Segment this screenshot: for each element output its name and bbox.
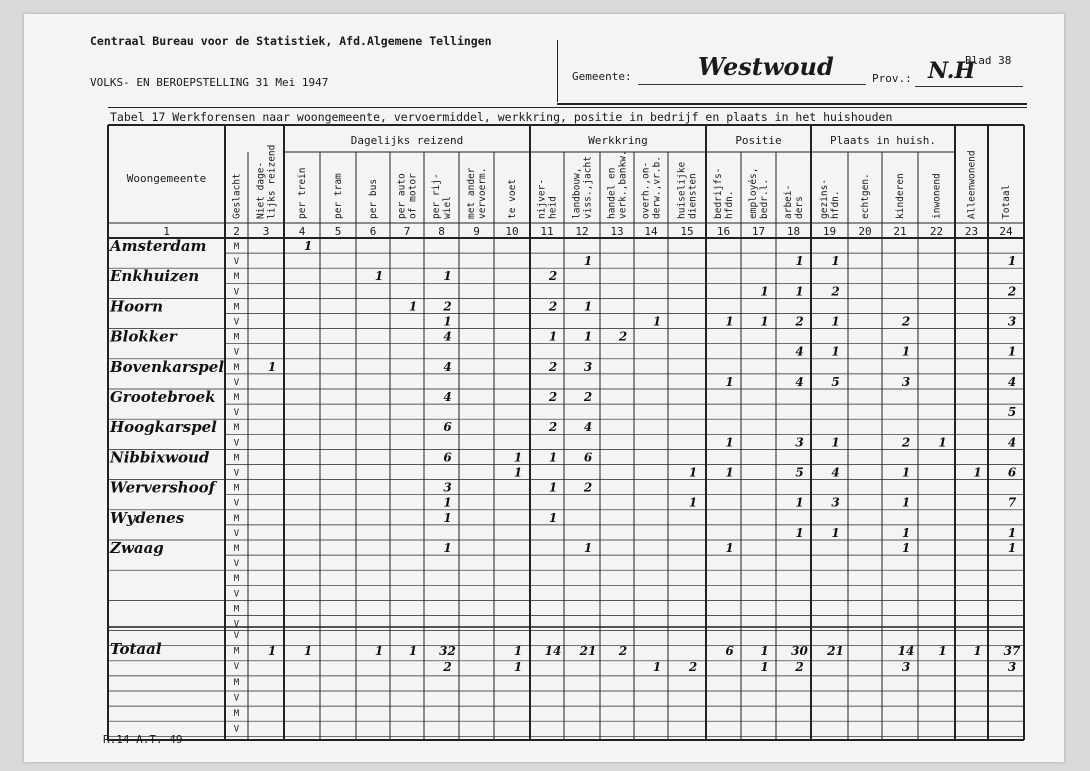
column-label: diensten bbox=[687, 173, 699, 219]
column-number: 18 bbox=[786, 225, 801, 238]
sex-code: V bbox=[233, 438, 240, 449]
column-number: 11 bbox=[540, 225, 554, 238]
m-row-value: 2 bbox=[583, 480, 593, 495]
province-label: Prov.: bbox=[872, 72, 912, 85]
column-label: wiel bbox=[442, 196, 453, 219]
sex-code: V bbox=[233, 724, 240, 735]
sex-code: M bbox=[233, 677, 240, 688]
sex-code: M bbox=[233, 574, 240, 585]
sex-code: V bbox=[233, 589, 240, 600]
m-row-value: 3 bbox=[583, 359, 593, 374]
total-v-value: 1 bbox=[513, 660, 523, 674]
total-label: Totaal bbox=[110, 640, 162, 658]
v-row-value: 1 bbox=[1007, 254, 1017, 269]
m-row-value: 2 bbox=[443, 299, 452, 314]
column-label: Geslacht bbox=[231, 173, 243, 219]
column-label: bedrijfs- bbox=[713, 167, 724, 219]
column-label: per tram bbox=[333, 173, 344, 219]
column-number: 16 bbox=[716, 225, 731, 238]
total-v-value: 3 bbox=[1007, 660, 1017, 674]
column-number: 12 bbox=[575, 225, 589, 238]
sex-code: V bbox=[233, 317, 240, 328]
sex-code: V bbox=[233, 347, 240, 358]
sex-code: V bbox=[233, 559, 240, 570]
total-m-value: 1 bbox=[303, 644, 313, 658]
total-v-value: 1 bbox=[652, 660, 662, 674]
m-row-value: 6 bbox=[583, 450, 593, 465]
v-row-value: 2 bbox=[901, 435, 911, 450]
total-m-value: 1 bbox=[513, 644, 523, 658]
total-m-value: 1 bbox=[374, 644, 384, 658]
m-row-value: 1 bbox=[443, 510, 452, 525]
m-row-value: 2 bbox=[548, 299, 558, 314]
column-number: 13 bbox=[610, 225, 624, 238]
sex-code: M bbox=[233, 604, 240, 615]
sex-code: M bbox=[233, 483, 240, 494]
sex-code: M bbox=[233, 272, 240, 283]
v-row-value: 1 bbox=[831, 254, 840, 269]
column-number: 6 bbox=[369, 225, 377, 238]
v-row-value: 4 bbox=[1007, 435, 1017, 450]
v-row-value: 1 bbox=[725, 374, 734, 389]
sex-code: M bbox=[233, 513, 240, 524]
m-row-value: 1 bbox=[548, 510, 558, 525]
m-row-value: 1 bbox=[443, 541, 452, 555]
group-header: Dagelijks reizend bbox=[350, 134, 464, 147]
total-m-value: 21 bbox=[827, 644, 844, 658]
sex-code: M bbox=[233, 393, 240, 403]
m-row-value: 2 bbox=[548, 359, 558, 374]
m-row-value: 1 bbox=[548, 480, 558, 495]
column-number: 10 bbox=[505, 225, 519, 238]
column-label: arbei- bbox=[783, 184, 794, 219]
v-row-value: 1 bbox=[831, 435, 840, 450]
place-name: Nibbixwoud bbox=[110, 448, 210, 467]
agency-heading: Centraal Bureau voor de Statistiek, Afd.Algemene Tellingen bbox=[90, 34, 492, 48]
total-m-value: 2 bbox=[618, 644, 628, 658]
v-row-value: 5 bbox=[831, 374, 840, 389]
column-label: lijks reizend bbox=[266, 144, 278, 219]
column-label: per trein bbox=[297, 167, 308, 219]
total-m-value: 14 bbox=[544, 644, 562, 658]
total-m-value: 1 bbox=[938, 644, 947, 658]
m-row-value: 1 bbox=[548, 329, 558, 344]
total-v-value: 2 bbox=[795, 660, 804, 674]
sex-code: V bbox=[233, 631, 240, 641]
v-row-value: 7 bbox=[1007, 495, 1017, 510]
column-label: kinderen bbox=[895, 173, 906, 219]
column-number: 7 bbox=[403, 225, 411, 238]
place-name: Wervershoof bbox=[110, 478, 216, 497]
m-row-value: 3 bbox=[443, 480, 452, 495]
v-row-value: 1 bbox=[513, 465, 523, 480]
column-label: verk.,bankw. bbox=[617, 150, 629, 219]
place-name: Wydenes bbox=[110, 508, 185, 527]
column-label: te voet bbox=[507, 178, 518, 219]
sex-code: V bbox=[233, 528, 240, 539]
column-label: bedr.l. bbox=[759, 178, 770, 219]
total-m-value: 21 bbox=[579, 644, 597, 658]
v-row-value: 1 bbox=[652, 314, 662, 329]
v-row-value: 1 bbox=[760, 314, 769, 329]
m-row-value: 6 bbox=[443, 420, 452, 435]
v-row-value: 2 bbox=[831, 284, 840, 299]
column-number: 24 bbox=[999, 225, 1013, 238]
v-row-value: 2 bbox=[1007, 284, 1017, 299]
place-name: Zwaag bbox=[110, 539, 164, 557]
v-row-value: 1 bbox=[725, 435, 734, 450]
sex-code: M bbox=[233, 362, 240, 373]
m-row-value: 1 bbox=[303, 239, 313, 253]
column-number: 4 bbox=[298, 225, 306, 238]
column-number: 20 bbox=[858, 225, 872, 238]
place-name: Bovenkarspel bbox=[110, 357, 225, 376]
v-row-value: 1 bbox=[795, 495, 804, 510]
place-name: Amsterdam bbox=[110, 237, 207, 255]
total-m-value: 14 bbox=[897, 644, 915, 658]
v-row-value: 3 bbox=[1007, 314, 1017, 329]
sex-code: M bbox=[233, 302, 240, 313]
column-number: 14 bbox=[644, 225, 658, 238]
total-m-value: 6 bbox=[725, 644, 734, 658]
column-number: 17 bbox=[751, 225, 766, 238]
total-m-value: 1 bbox=[973, 644, 982, 658]
column-number: 23 bbox=[964, 225, 979, 238]
m-row-value: 4 bbox=[443, 390, 452, 404]
column-number: 21 bbox=[893, 225, 907, 238]
gemeente-value: Westwoud bbox=[698, 52, 834, 81]
column-label: per auto bbox=[396, 173, 408, 219]
v-row-value: 1 bbox=[831, 525, 840, 540]
column-label: vervoerm. bbox=[477, 167, 488, 219]
place-name: Blokker bbox=[110, 327, 177, 346]
column-label: of motor bbox=[407, 173, 419, 219]
total-m-value: 1 bbox=[408, 644, 418, 658]
m-row-value: 2 bbox=[548, 420, 558, 435]
v-row-value: 1 bbox=[831, 314, 840, 329]
v-row-value: 6 bbox=[1007, 465, 1017, 480]
v-row-value: 1 bbox=[583, 254, 593, 269]
column-number: 8 bbox=[438, 225, 445, 238]
total-m-value: 1 bbox=[267, 644, 277, 658]
v-row-value: 4 bbox=[795, 344, 804, 359]
m-row-value: 1 bbox=[267, 359, 277, 374]
column-label: viss.,jacht bbox=[582, 156, 594, 219]
place-name: Hoorn bbox=[110, 297, 163, 316]
sex-code: V bbox=[233, 693, 240, 704]
place-name: Grootebroek bbox=[110, 388, 216, 406]
v-row-value: 1 bbox=[901, 525, 911, 540]
column-label: nijver- bbox=[536, 178, 548, 219]
v-row-value: 1 bbox=[938, 435, 947, 450]
total-v-value: 3 bbox=[901, 660, 911, 674]
m-row-value: 1 bbox=[1007, 541, 1017, 555]
v-row-value: 1 bbox=[725, 314, 734, 329]
column-label: inwonend bbox=[931, 173, 943, 219]
column-number: 5 bbox=[334, 225, 342, 238]
sex-code: V bbox=[233, 498, 240, 509]
v-row-value: 1 bbox=[688, 465, 698, 480]
column-label: Woongemeente bbox=[126, 172, 207, 185]
v-row-value: 1 bbox=[443, 314, 452, 329]
column-label: overh.,on- bbox=[640, 161, 652, 219]
v-row-value: 4 bbox=[831, 465, 840, 480]
v-row-value: 1 bbox=[688, 495, 698, 510]
place-name: Hoogkarspel bbox=[110, 418, 217, 437]
m-row-value: 1 bbox=[548, 450, 558, 465]
column-number: 22 bbox=[929, 225, 944, 238]
sex-code: V bbox=[233, 287, 240, 298]
group-header: Werkkring bbox=[588, 134, 648, 147]
column-label: heid bbox=[547, 196, 559, 219]
total-m-value: 37 bbox=[1003, 644, 1021, 658]
v-row-value: 1 bbox=[831, 344, 840, 359]
v-row-value: 1 bbox=[795, 254, 804, 269]
column-label: derw.,vr.b. bbox=[651, 156, 663, 219]
v-row-value: 1 bbox=[795, 284, 804, 299]
m-row-value: 1 bbox=[513, 450, 523, 465]
sex-code: V bbox=[233, 257, 240, 268]
m-row-value: 1 bbox=[374, 269, 384, 284]
sex-code: V bbox=[233, 619, 240, 630]
sex-code: M bbox=[233, 332, 240, 343]
column-label: Niet dage- bbox=[255, 161, 267, 219]
column-label: per bus bbox=[368, 178, 379, 219]
form-code: R.14 A.T.-49 bbox=[103, 733, 183, 746]
m-row-value: 6 bbox=[443, 450, 452, 465]
m-row-value: 1 bbox=[443, 269, 452, 284]
sex-code: M bbox=[233, 453, 240, 464]
m-row-value: 1 bbox=[583, 541, 593, 555]
v-row-value: 1 bbox=[760, 284, 769, 299]
v-row-value: 1 bbox=[795, 525, 804, 540]
v-row-value: 5 bbox=[795, 465, 804, 480]
v-row-value: 1 bbox=[443, 495, 452, 510]
m-row-value: 1 bbox=[725, 541, 734, 555]
v-row-value: 1 bbox=[901, 344, 911, 359]
v-row-value: 3 bbox=[831, 495, 840, 510]
total-v-value: 2 bbox=[688, 660, 698, 674]
column-number: 15 bbox=[680, 225, 694, 238]
column-label: ders bbox=[794, 196, 805, 219]
sex-code: V bbox=[233, 662, 240, 673]
v-row-value: 1 bbox=[973, 465, 982, 480]
v-row-value: 4 bbox=[1007, 374, 1017, 389]
gemeente-label: Gemeente: bbox=[572, 70, 632, 83]
column-number: 2 bbox=[233, 225, 240, 238]
sex-code: M bbox=[233, 646, 240, 657]
v-row-value: 4 bbox=[795, 374, 804, 389]
m-row-value: 2 bbox=[548, 269, 558, 284]
place-name: Enkhuizen bbox=[110, 267, 200, 286]
census-title: VOLKS- EN BEROEPSTELLING 31 Mei 1947 bbox=[90, 76, 329, 89]
group-header: Positie bbox=[735, 134, 782, 147]
m-row-value: 4 bbox=[443, 359, 452, 374]
column-label: Alleenwonend bbox=[966, 150, 978, 219]
column-number: 9 bbox=[473, 225, 480, 238]
v-row-value: 3 bbox=[795, 435, 804, 450]
column-label: landbouw, bbox=[571, 167, 583, 219]
m-row-value: 4 bbox=[583, 420, 593, 435]
sex-code: M bbox=[233, 544, 240, 554]
v-row-value: 3 bbox=[901, 374, 911, 389]
m-row-value: 1 bbox=[408, 299, 418, 314]
sex-code: M bbox=[233, 242, 240, 252]
v-row-value: 1 bbox=[901, 495, 911, 510]
m-row-value: 1 bbox=[583, 329, 593, 344]
column-label: echtgen. bbox=[860, 173, 871, 219]
column-label: handel en bbox=[606, 167, 618, 219]
v-row-value: 2 bbox=[795, 314, 804, 329]
column-number: 1 bbox=[163, 225, 170, 238]
column-label: met ander bbox=[466, 167, 477, 219]
column-label: hfdn. bbox=[830, 190, 841, 219]
column-label: huiselijke bbox=[676, 161, 688, 219]
total-m-value: 1 bbox=[760, 644, 769, 658]
m-row-value: 2 bbox=[618, 329, 628, 344]
column-label: gezins- bbox=[819, 178, 830, 219]
v-row-value: 5 bbox=[1007, 405, 1017, 420]
column-label: employés, bbox=[748, 167, 759, 219]
sex-code: M bbox=[233, 709, 240, 719]
v-row-value: 2 bbox=[901, 314, 911, 329]
sheet-number: Blad 38 bbox=[965, 54, 1012, 67]
column-label: Totaal bbox=[1001, 184, 1012, 219]
v-row-value: 1 bbox=[1007, 525, 1017, 540]
sex-code: M bbox=[233, 423, 240, 434]
total-m-value: 32 bbox=[439, 644, 456, 658]
sex-code: V bbox=[233, 468, 240, 479]
m-row-value: 1 bbox=[901, 541, 911, 555]
sex-code: V bbox=[233, 377, 240, 388]
sex-code: V bbox=[233, 408, 240, 419]
m-row-value: 2 bbox=[548, 390, 558, 404]
group-header: Plaats in huish. bbox=[830, 134, 936, 147]
province-value: N.H bbox=[928, 58, 976, 84]
column-number: 3 bbox=[262, 225, 270, 238]
column-label: hfdn. bbox=[724, 190, 735, 219]
table-caption: Tabel 17 Werkforensen naar woongemeente, vervoermiddel, werkkring, positie in bedrijf en plaats in het huishouden bbox=[110, 110, 893, 124]
v-row-value: 1 bbox=[725, 465, 734, 480]
total-v-value: 1 bbox=[760, 660, 769, 674]
m-row-value: 2 bbox=[583, 390, 593, 404]
column-label: per rij- bbox=[431, 173, 442, 219]
m-row-value: 4 bbox=[443, 329, 452, 344]
v-row-value: 1 bbox=[901, 465, 911, 480]
total-v-value: 2 bbox=[443, 660, 452, 674]
v-row-value: 1 bbox=[1007, 344, 1017, 359]
m-row-value: 1 bbox=[583, 299, 593, 314]
total-m-value: 30 bbox=[791, 644, 808, 658]
column-number: 19 bbox=[822, 225, 837, 238]
